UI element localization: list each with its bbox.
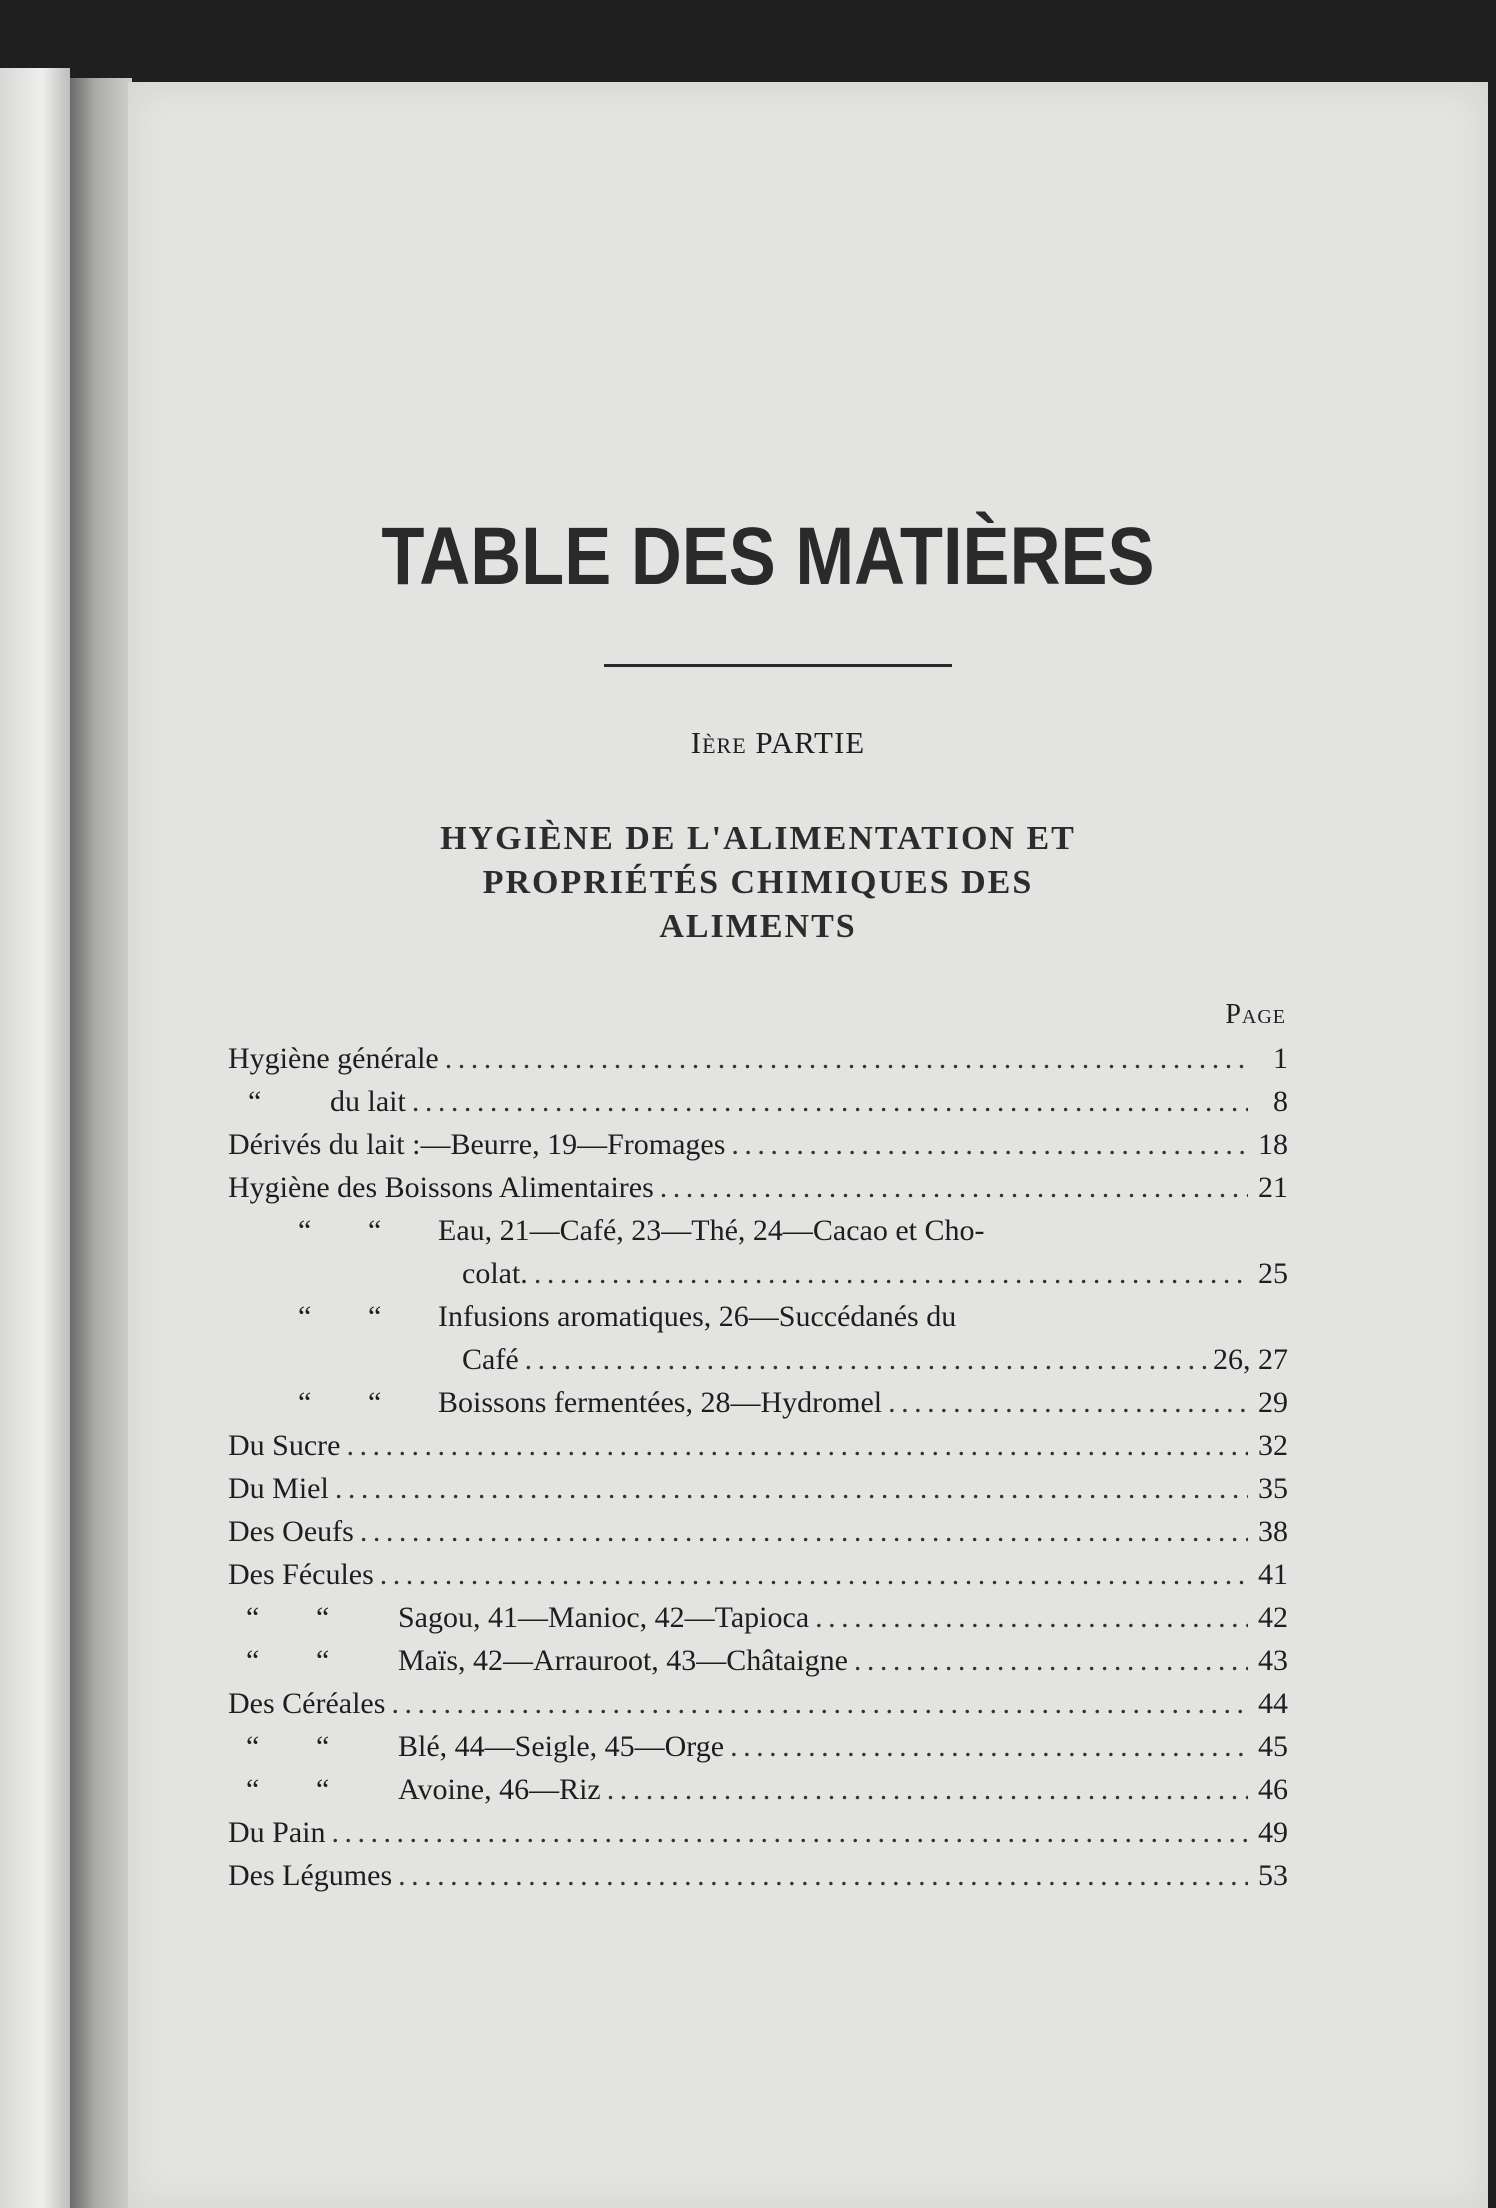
toc-entry-page: 53	[1258, 1859, 1288, 1893]
section-heading-line-3: ALIMENTS	[659, 908, 857, 946]
ditto-mark: “	[316, 1601, 330, 1635]
toc-entry-label: “ “ Sagou, 41—Manioc, 42—Tapioca	[246, 1596, 809, 1639]
toc-entry	[228, 1596, 1288, 1639]
ditto-mark: “	[368, 1214, 382, 1248]
toc-entry-continuation	[228, 1252, 1288, 1295]
leader-dots	[340, 1424, 1248, 1467]
toc-entry	[228, 1381, 1288, 1424]
section-heading	[228, 817, 1288, 949]
leader-dots	[385, 1682, 1248, 1725]
ditto-mark: “	[246, 1601, 260, 1635]
previous-page-edge	[0, 68, 70, 2208]
toc-entry-label: Eau, 21—Café, 23—Thé, 24—Cacao et Cho-	[438, 1214, 985, 1248]
toc-entry-page: 21	[1258, 1171, 1288, 1205]
toc-entry-page: 35	[1258, 1472, 1288, 1506]
ditto-mark: “	[316, 1644, 330, 1678]
leader-dots	[528, 1252, 1248, 1295]
toc-entry-label: Hygiène des Boissons Alimentaires	[228, 1171, 654, 1205]
toc-entry	[228, 1080, 1288, 1123]
toc-entry-label: Des Céréales	[228, 1687, 386, 1721]
book-page	[128, 82, 1488, 2208]
ditto-mark: “	[298, 1300, 312, 1334]
toc-entry-label: colat.	[462, 1257, 528, 1291]
part-number-suffix: ère	[702, 725, 747, 761]
part-label	[248, 725, 1308, 761]
toc-entry-wrapped	[228, 1295, 1288, 1338]
toc-entry-label: Des Légumes	[228, 1859, 393, 1893]
toc-entry-page: 32	[1258, 1429, 1288, 1463]
ditto-mark: “	[316, 1773, 330, 1807]
leader-dots	[601, 1768, 1248, 1811]
toc-entry-page: 29	[1258, 1386, 1288, 1420]
toc-entry-page: 1	[1273, 1042, 1288, 1076]
leader-dots	[374, 1553, 1248, 1596]
ditto-mark: “	[368, 1386, 382, 1420]
toc-entry-label: Infusions aromatiques, 26—Succédanés du	[438, 1300, 957, 1334]
toc-entry	[228, 1166, 1288, 1209]
toc-entry	[228, 1467, 1288, 1510]
ditto-mark: “	[248, 1085, 262, 1119]
ditto-mark: “	[246, 1730, 260, 1764]
toc-entry-page: 38	[1258, 1515, 1288, 1549]
leader-dots	[329, 1467, 1248, 1510]
toc-entry-page: 49	[1258, 1816, 1288, 1850]
leader-dots	[882, 1381, 1248, 1424]
leader-dots	[654, 1166, 1248, 1209]
toc-entry-label: Café	[462, 1343, 519, 1377]
part-number: I	[690, 725, 703, 761]
leader-dots	[326, 1811, 1249, 1854]
leader-dots	[406, 1080, 1248, 1123]
section-heading-line-2: PROPRIÉTÉS CHIMIQUES DES	[482, 864, 1034, 902]
toc-entry-page: 8	[1273, 1085, 1288, 1119]
toc-entry	[228, 1725, 1288, 1768]
toc-entry-label: “ “ Blé, 44—Seigle, 45—Orge	[246, 1725, 724, 1768]
toc-entry-label: Du Pain	[228, 1816, 326, 1850]
leader-dots	[724, 1725, 1248, 1768]
leader-dots	[519, 1338, 1213, 1381]
toc-entry-label: “ “ Avoine, 46—Riz	[246, 1768, 601, 1811]
toc-entry-page: 46	[1258, 1773, 1288, 1807]
toc-entry	[228, 1123, 1288, 1166]
toc-entry	[228, 1768, 1288, 1811]
title-divider	[604, 664, 952, 667]
page-column-header: Page	[1225, 999, 1286, 1031]
table-of-contents	[228, 512, 1288, 1897]
ditto-mark: “	[316, 1730, 330, 1764]
toc-entry-label: “ du lait	[248, 1080, 406, 1123]
section-heading-line-1: HYGIÈNE DE L'ALIMENTATION ET	[440, 820, 1076, 858]
ditto-mark: “	[246, 1773, 260, 1807]
toc-entry-page: 44	[1258, 1687, 1288, 1721]
toc-entry-wrapped	[228, 1209, 1288, 1252]
toc-entry-page: 25	[1258, 1257, 1288, 1291]
toc-entry-page: 18	[1258, 1128, 1288, 1162]
leader-dots	[725, 1123, 1248, 1166]
toc-entry-page: 26, 27	[1213, 1343, 1288, 1377]
toc-entry-label: Du Sucre	[228, 1429, 341, 1463]
toc-entry	[228, 1424, 1288, 1467]
toc-entry	[228, 1854, 1288, 1897]
toc-entry-page: 43	[1258, 1644, 1288, 1678]
ditto-mark: “	[368, 1300, 382, 1334]
leader-dots	[354, 1510, 1248, 1553]
toc-list	[228, 1037, 1288, 1897]
toc-entry-page: 41	[1258, 1558, 1288, 1592]
part-word: PARTIE	[755, 725, 866, 761]
leader-dots	[392, 1854, 1248, 1897]
toc-entry-label: “ “ Boissons fermentées, 28—Hydromel	[298, 1381, 882, 1424]
toc-entry	[228, 1682, 1288, 1725]
toc-entry-label: Dérivés du lait :—Beurre, 19—Fromages	[228, 1128, 726, 1162]
leader-dots	[809, 1596, 1248, 1639]
toc-entry-label: Des Fécules	[228, 1558, 374, 1592]
toc-entry	[228, 1553, 1288, 1596]
toc-entry	[228, 1811, 1288, 1854]
leader-dots	[439, 1037, 1248, 1080]
leader-dots	[848, 1639, 1248, 1682]
book-gutter	[70, 78, 132, 2208]
ditto-mark: “	[298, 1214, 312, 1248]
ditto-mark: “	[298, 1386, 312, 1420]
toc-entry-label: “ “ Maïs, 42—Arrauroot, 43—Châtaigne	[246, 1639, 848, 1682]
ditto-mark: “	[246, 1644, 260, 1678]
toc-entry-continuation	[228, 1338, 1288, 1381]
toc-entry-label: Du Miel	[228, 1472, 329, 1506]
toc-entry-label: Des Oeufs	[228, 1515, 354, 1549]
page-title: TABLE DES MATIÈRES	[381, 511, 1155, 602]
toc-entry	[228, 1639, 1288, 1682]
toc-entry	[228, 1037, 1288, 1080]
toc-entry-label: Hygiène générale	[228, 1042, 439, 1076]
toc-entry-page: 42	[1258, 1601, 1288, 1635]
toc-entry	[228, 1510, 1288, 1553]
toc-entry-page: 45	[1258, 1730, 1288, 1764]
